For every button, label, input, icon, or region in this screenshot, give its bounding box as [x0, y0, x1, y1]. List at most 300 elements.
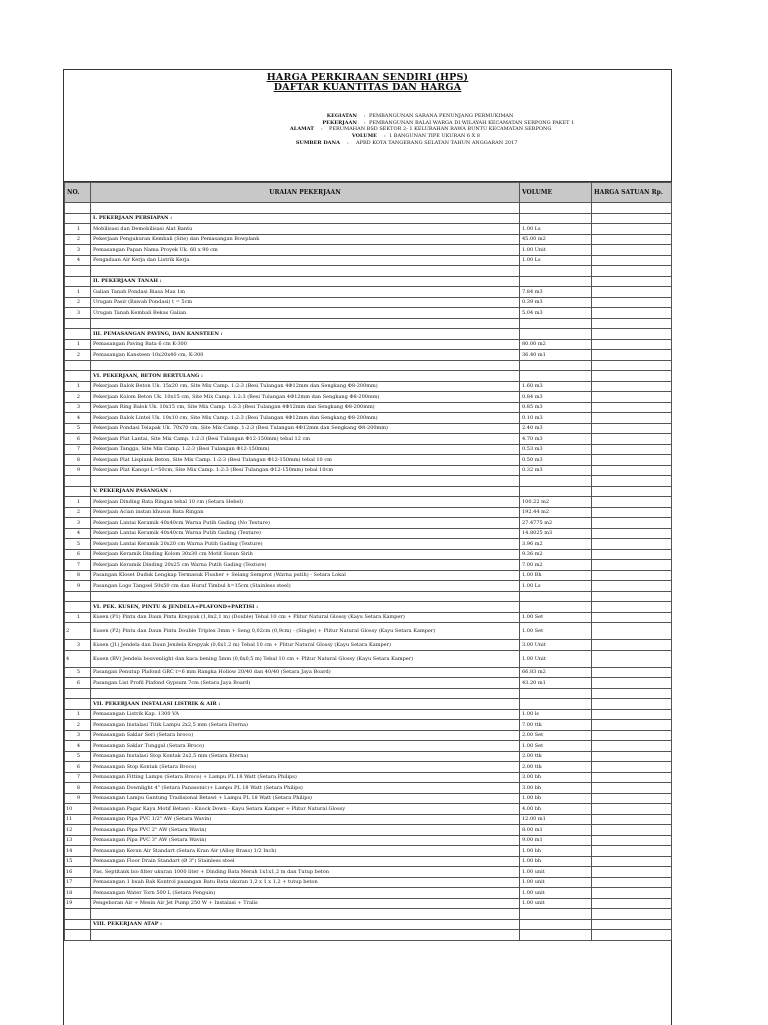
cell-harga-satuan[interactable]	[592, 213, 672, 224]
cell-no[interactable]: 6	[65, 762, 91, 773]
cell-volume[interactable]: 7.00 m2	[520, 560, 592, 571]
cell-harga-satuan[interactable]	[592, 444, 672, 455]
table-row	[65, 570, 672, 581]
cell-harga-satuan[interactable]	[592, 539, 672, 550]
info-colon: :	[347, 140, 349, 146]
cell-harga-satuan[interactable]	[592, 318, 672, 329]
cell-volume[interactable]	[520, 602, 592, 613]
cell-uraian[interactable]: Pemasangan Paving Bata 6 cm K-300	[91, 339, 520, 350]
cell-uraian[interactable]: Pemasangan Saklar Tunggal (Setara Broco)	[91, 741, 520, 752]
cell-no[interactable]: 11	[65, 814, 91, 825]
cell-no[interactable]: 7	[65, 772, 91, 783]
cell-no[interactable]: 8	[65, 570, 91, 581]
cell-harga-satuan[interactable]	[592, 266, 672, 277]
cell-uraian[interactable]: Pemasangan Instalasi Titik Lampu 2x2,5 mm (Setara Eterna)	[91, 720, 520, 731]
header-harga-satuan[interactable]: HARGA SATUAN Rp.	[592, 183, 672, 203]
cell-no[interactable]: 2	[65, 297, 91, 308]
cell-uraian[interactable]: Pemasangan Floor Drain Standart (Ø 3") Stainless steel	[91, 856, 520, 867]
cell-harga-satuan[interactable]	[592, 678, 672, 689]
cell-volume[interactable]: 43.20 m1	[520, 678, 592, 689]
cell-harga-satuan[interactable]	[592, 308, 672, 319]
cell-no[interactable]: 1	[65, 287, 91, 298]
cell-harga-satuan[interactable]	[592, 772, 672, 783]
cell-no[interactable]: 15	[65, 856, 91, 867]
cell-harga-satuan[interactable]	[592, 623, 672, 640]
table-row	[65, 423, 672, 434]
header-uraian[interactable]: URAIAN PEKERJAAN	[91, 183, 520, 203]
cell-harga-satuan[interactable]	[592, 741, 672, 752]
cell-volume[interactable]: 2.00 ttk	[520, 751, 592, 762]
cell-volume[interactable]: 1.00 bh	[520, 856, 592, 867]
header-volume[interactable]: VOLUME	[520, 183, 592, 203]
cell-no[interactable]	[65, 266, 91, 277]
cell-volume[interactable]: 0.85 m3	[520, 402, 592, 413]
cell-no[interactable]: 2	[65, 720, 91, 731]
cell-volume[interactable]: 14.8025 m3	[520, 528, 592, 539]
cell-volume[interactable]: 3.00 Unit	[520, 640, 592, 651]
cell-volume[interactable]: 0.84 m3	[520, 392, 592, 403]
table-row	[65, 762, 672, 773]
table-row	[65, 413, 672, 424]
cell-harga-satuan[interactable]	[592, 804, 672, 815]
cell-no[interactable]	[65, 930, 91, 941]
cell-harga-satuan[interactable]	[592, 392, 672, 403]
cell-harga-satuan[interactable]	[592, 720, 672, 731]
cell-harga-satuan[interactable]	[592, 465, 672, 476]
cell-harga-satuan[interactable]	[592, 783, 672, 794]
cell-uraian[interactable]: Pekerjaan Kolom Beton Uk. 10x15 cm, Site Mix Camp. 1:2:3 (Besi Tulangan 4Φ12mm dan Sengkang Φ8-200mm)	[91, 392, 520, 403]
cell-harga-satuan[interactable]	[592, 402, 672, 413]
cell-uraian[interactable]: Pemasangan Saklar Seri (Setara broco)	[91, 730, 520, 741]
cell-no[interactable]: 19	[65, 898, 91, 909]
cell-uraian[interactable]: Pengeboran Air + Mesin Air Jet Pump 250 W + Instalasi + Tralis	[91, 898, 520, 909]
cell-no[interactable]: 6	[65, 549, 91, 560]
cell-no[interactable]: 1	[65, 497, 91, 508]
cell-harga-satuan[interactable]	[592, 856, 672, 867]
cell-uraian[interactable]	[91, 203, 520, 214]
section-title[interactable]: III. PEMASANGAN PAVING, DAN KANSTEEN :	[91, 329, 520, 340]
cell-harga-satuan[interactable]	[592, 762, 672, 773]
cell-harga-satuan[interactable]	[592, 650, 672, 667]
cell-uraian[interactable]: Pekerjaan Lantai Keramik 20x20 cm Warna Putih Gading (Texture)	[91, 539, 520, 550]
section-title[interactable]: VI. PEK. KUSEN, PINTU & JENDELA+PLAFOND+PARTISI :	[91, 602, 520, 613]
cell-uraian[interactable]: Pemasangan 1 buah Bak Kontrol pasangan Batu Bata ukuran 1,2 x 1 x 1,2 + tutup beton	[91, 877, 520, 888]
cell-harga-satuan[interactable]	[592, 371, 672, 382]
cell-volume[interactable]: 45.00 m2	[520, 234, 592, 245]
cell-uraian[interactable]: Pekerjaan Acian instan khusus Bata Ringan	[91, 507, 520, 518]
cell-uraian[interactable]: Pemasangan Kansteen 10x20x40 cm, K-300	[91, 350, 520, 361]
cell-volume[interactable]: 1.00 Set	[520, 612, 592, 623]
cell-volume[interactable]	[520, 371, 592, 382]
cell-uraian[interactable]	[91, 909, 520, 920]
cell-uraian[interactable]: Pemasangan Lampu Gantung Tradisional Betawi + Lampu PL 18 Watt (Setara Philips)	[91, 793, 520, 804]
cell-uraian[interactable]: Pekerjaan Balok Beton Uk. 15x20 cm, Site Mix Camp. 1:2:3 (Besi Tulangan 4Φ12mm dan Sengkang Φ8-200mm)	[91, 381, 520, 392]
cell-volume[interactable]: 9.36 m2	[520, 549, 592, 560]
cell-volume[interactable]	[520, 476, 592, 487]
section-title[interactable]: VI. PEKERJAAN, BETON BERTULANG :	[91, 371, 520, 382]
cell-uraian[interactable]: Pekerjaan Balok Lintel Uk. 10x10 cm, Site Mix Camp. 1:2:3 (Besi Tulangan 4Φ12mm dan Sengkang Φ8-200mm)	[91, 413, 520, 424]
cell-no[interactable]	[65, 909, 91, 920]
cell-harga-satuan[interactable]	[592, 360, 672, 371]
cell-volume[interactable]	[520, 329, 592, 340]
cell-volume[interactable]: 1.00 Unit	[520, 650, 592, 667]
cell-no[interactable]: 5	[65, 539, 91, 550]
cell-harga-satuan[interactable]	[592, 476, 672, 487]
cell-volume[interactable]	[520, 486, 592, 497]
cell-no[interactable]: 13	[65, 835, 91, 846]
cell-no[interactable]: 5	[65, 751, 91, 762]
cell-volume[interactable]: 2.40 m3	[520, 423, 592, 434]
cell-volume[interactable]	[520, 688, 592, 699]
cell-no[interactable]: 1	[65, 612, 91, 623]
cell-no[interactable]: 1	[65, 339, 91, 350]
cell-uraian[interactable]: Pemasangan Listrik Kap. 1300 VA	[91, 709, 520, 720]
cell-uraian[interactable]: Pemasangan Pipa PVC 2" AW (Setara Wavin)	[91, 825, 520, 836]
cell-harga-satuan[interactable]	[592, 835, 672, 846]
cell-volume[interactable]	[520, 276, 592, 287]
table-row	[65, 234, 672, 245]
cell-uraian[interactable]: Pekerjaan Dinding Bata Ringan tebal 10 cm (Setara Hebel)	[91, 497, 520, 508]
cell-harga-satuan[interactable]	[592, 867, 672, 878]
cell-volume[interactable]: 0.50 m3	[520, 455, 592, 466]
cell-no[interactable]: 16	[65, 867, 91, 878]
cell-harga-satuan[interactable]	[592, 486, 672, 497]
cell-volume[interactable]: 3.00 bh	[520, 783, 592, 794]
cell-harga-satuan[interactable]	[592, 518, 672, 529]
cell-volume[interactable]: 3.96 m2	[520, 539, 592, 550]
cell-uraian[interactable]: Pengadaan Air Kerja dan Listrik Kerja	[91, 255, 520, 266]
cell-uraian[interactable]: Pekerjaan Keramik Dinding Kolom 30x30 cm Motif Susun Sirih	[91, 549, 520, 560]
cell-uraian[interactable]: Pekerjaan Pengukuran Kembali (Site) dan Pemasangan Bowplank	[91, 234, 520, 245]
cell-no[interactable]: 3	[65, 730, 91, 741]
cell-no[interactable]	[65, 688, 91, 699]
cell-uraian[interactable]: Pas. Septitank bio filter ukuran 1000 liter + Dinding Bata Merah 1x1x1,2 m dan Tutup beton	[91, 867, 520, 878]
cell-uraian[interactable]: Pekerjaan Ring Balok Uk. 10x15 cm, Site Mix Camp. 1:2:3 (Besi Tulangan 4Φ12mm dan Sengkang Φ8-200mm)	[91, 402, 520, 413]
cell-harga-satuan[interactable]	[592, 297, 672, 308]
cell-no[interactable]: 5	[65, 667, 91, 678]
cell-harga-satuan[interactable]	[592, 245, 672, 256]
cell-harga-satuan[interactable]	[592, 730, 672, 741]
cell-volume[interactable]	[520, 909, 592, 920]
cell-no[interactable]	[65, 486, 91, 497]
cell-no[interactable]	[65, 203, 91, 214]
cell-volume[interactable]	[520, 360, 592, 371]
cell-harga-satuan[interactable]	[592, 224, 672, 235]
cell-no[interactable]	[65, 602, 91, 613]
cell-harga-satuan[interactable]	[592, 667, 672, 678]
cell-no[interactable]: 8	[65, 455, 91, 466]
cell-harga-satuan[interactable]	[592, 888, 672, 899]
cell-no[interactable]: 18	[65, 888, 91, 899]
cell-uraian[interactable]: Pekerjaan Lantai Keramik 40x40cm Warna Putih Gading (No Texture)	[91, 518, 520, 529]
cell-uraian[interactable]: Kusen (BV) Jendela bouvenlight dan kaca bening 5mm (0,6x0,5 m) Tebal 10 cm + Plitur Natural Glossy (Kayu Setara Kamper)	[91, 650, 520, 667]
cell-harga-satuan[interactable]	[592, 793, 672, 804]
cell-harga-satuan[interactable]	[592, 528, 672, 539]
cell-no[interactable]	[65, 919, 91, 930]
cell-uraian[interactable]: Pemasangan Fitting Lampu (Setara Broco) + Lampu PL 18 Watt (Setara Philips)	[91, 772, 520, 783]
table-row	[65, 751, 672, 762]
cell-harga-satuan[interactable]	[592, 699, 672, 710]
table-row	[65, 856, 672, 867]
cell-no[interactable]	[65, 213, 91, 224]
cell-no[interactable]	[65, 476, 91, 487]
cell-no[interactable]: 1	[65, 381, 91, 392]
cell-harga-satuan[interactable]	[592, 709, 672, 720]
cell-no[interactable]	[65, 329, 91, 340]
cell-no[interactable]: 17	[65, 877, 91, 888]
cell-volume[interactable]: 0.10 m3	[520, 413, 592, 424]
table-row	[65, 720, 672, 731]
table-row	[65, 877, 672, 888]
section-title[interactable]: II. PEKERJAAN TANAH :	[91, 276, 520, 287]
cell-volume[interactable]: 1.00 unit	[520, 898, 592, 909]
cell-volume[interactable]: 4.70 m3	[520, 434, 592, 445]
cell-harga-satuan[interactable]	[592, 825, 672, 836]
cell-no[interactable]: 9	[65, 793, 91, 804]
cell-volume[interactable]: 8.00 m1	[520, 825, 592, 836]
cell-no[interactable]: 14	[65, 846, 91, 857]
cell-no[interactable]: 12	[65, 825, 91, 836]
cell-volume[interactable]: 66.83 m2	[520, 667, 592, 678]
header-no[interactable]: NO.	[65, 183, 91, 203]
table-row-blank	[65, 476, 672, 487]
cell-volume[interactable]	[520, 919, 592, 930]
table-row	[65, 581, 672, 592]
cell-uraian[interactable]	[91, 266, 520, 277]
cell-uraian[interactable]	[91, 360, 520, 371]
cell-no[interactable]: 4	[65, 650, 91, 667]
cell-no[interactable]: 3	[65, 402, 91, 413]
cell-harga-satuan[interactable]	[592, 455, 672, 466]
cell-harga-satuan[interactable]	[592, 507, 672, 518]
cell-uraian[interactable]: Pasangan Penutup Plafond GRC t=6 mm Rangka Hollow 20/40 dan 40/40 (Setara Jaya Board)	[91, 667, 520, 678]
cell-harga-satuan[interactable]	[592, 640, 672, 651]
cell-no[interactable]	[65, 318, 91, 329]
cell-harga-satuan[interactable]	[592, 909, 672, 920]
cell-no[interactable]: 7	[65, 560, 91, 571]
cell-no[interactable]: 10	[65, 804, 91, 815]
cell-volume[interactable]: 4.00 bh	[520, 804, 592, 815]
cell-no[interactable]: 8	[65, 783, 91, 794]
cell-volume[interactable]: 1.00 Ls	[520, 581, 592, 592]
cell-no[interactable]: 3	[65, 308, 91, 319]
cell-no[interactable]: 9	[65, 581, 91, 592]
section-title[interactable]: VII. PEKERJAAN INSTALASI LISTRIK & AIR :	[91, 699, 520, 710]
cell-uraian[interactable]	[91, 476, 520, 487]
cell-harga-satuan[interactable]	[592, 549, 672, 560]
cell-volume[interactable]: 7.84 m3	[520, 287, 592, 298]
cell-harga-satuan[interactable]	[592, 423, 672, 434]
cell-harga-satuan[interactable]	[592, 329, 672, 340]
cell-harga-satuan[interactable]	[592, 919, 672, 930]
cell-no[interactable]: 1	[65, 709, 91, 720]
info-colon: :	[384, 133, 386, 139]
cell-volume[interactable]: 1.00 Ls	[520, 224, 592, 235]
cell-uraian[interactable]: Urugan Tanah Kembali Bekas Galian	[91, 308, 520, 319]
cell-uraian[interactable]: Pemasangan Pagar Kayu Motif Betawi - Knock Down - Kayu Setara Kamper + Plitur Natural Glossy	[91, 804, 520, 815]
cell-volume[interactable]: 1.00 unit	[520, 867, 592, 878]
cell-volume[interactable]: 1.00 Set	[520, 623, 592, 640]
cell-uraian[interactable]: Pemasangan Papan Nama Proyek Uk. 60 x 90 cm	[91, 245, 520, 256]
cell-no[interactable]: 4	[65, 255, 91, 266]
cell-volume[interactable]: 36.40 m1	[520, 350, 592, 361]
cell-uraian[interactable]: Pekerjaan Plat Lisplank Beton, Site Mix Camp. 1:2:3 (Besi Tulangan Φ12-150mm) tebal 10 cm	[91, 455, 520, 466]
cell-uraian[interactable]: Pasangan Kloset Duduk Lengkap Termasuk Flusher + Selang Semprot (Warna putih) - Setara Lokal	[91, 570, 520, 581]
cell-uraian[interactable]: Pasangan List Profil Plafond Gypsum 7cm (Setara Jaya Board)	[91, 678, 520, 689]
cell-no[interactable]: 3	[65, 245, 91, 256]
cell-harga-satuan[interactable]	[592, 560, 672, 571]
section-title[interactable]: VIII. PEKERJAAN ATAP :	[91, 919, 520, 930]
cell-no[interactable]: 4	[65, 741, 91, 752]
cell-no[interactable]: 6	[65, 678, 91, 689]
section-title[interactable]: I. PEKERJAAN PERSIAPAN :	[91, 213, 520, 224]
cell-uraian[interactable]: Mobilisasi dan Demobilisasi Alat Bantu	[91, 224, 520, 235]
cell-no[interactable]	[65, 360, 91, 371]
cell-uraian[interactable]: Pemasangan Water Torn 500 L (Setara Penguin)	[91, 888, 520, 899]
cell-harga-satuan[interactable]	[592, 381, 672, 392]
cell-volume[interactable]	[520, 318, 592, 329]
cell-no[interactable]: 2	[65, 507, 91, 518]
cell-harga-satuan[interactable]	[592, 497, 672, 508]
cell-volume[interactable]	[520, 213, 592, 224]
cell-volume[interactable]: 1.00 bh	[520, 793, 592, 804]
cell-harga-satuan[interactable]	[592, 814, 672, 825]
cell-no[interactable]	[65, 591, 91, 602]
cell-volume[interactable]: 1.00 Unit	[520, 245, 592, 256]
title-line-1: HARGA PERKIRAAN SENDIRI (HPS)	[266, 72, 469, 83]
cell-no[interactable]: 2	[65, 234, 91, 245]
cell-harga-satuan[interactable]	[592, 898, 672, 909]
cell-uraian[interactable]: Kusen (J1) Jendela dan Daun Jendela Krepyak (0,6x1,2 m) Tebal 10 cm + Plitur Natural Glossy (Kayu Setara Kamper)	[91, 640, 520, 651]
cell-no[interactable]	[65, 276, 91, 287]
cell-uraian[interactable]: Pemasangan Keran Air Standart (Setara Kran Air (Alloy Brass) 1/2 Inch)	[91, 846, 520, 857]
cell-volume[interactable]: 2.00 ttk	[520, 762, 592, 773]
cell-volume[interactable]: 27.4775 m2	[520, 518, 592, 529]
cell-no[interactable]	[65, 371, 91, 382]
cell-volume[interactable]	[520, 591, 592, 602]
cell-harga-satuan[interactable]	[592, 203, 672, 214]
cell-volume[interactable]	[520, 266, 592, 277]
section-title[interactable]: V. PEKERJAAN PASANGAN :	[91, 486, 520, 497]
cell-harga-satuan[interactable]	[592, 846, 672, 857]
cell-uraian[interactable]: Pasangan Logo Tangsel 50x50 cm dan Huruf Timbul h=15cm (Stainless steel)	[91, 581, 520, 592]
cell-harga-satuan[interactable]	[592, 581, 672, 592]
cell-volume[interactable]	[520, 203, 592, 214]
cell-volume[interactable]: 1.00 Set	[520, 741, 592, 752]
cell-uraian[interactable]: Galian Tanah Pondasi Biasa Max 1m	[91, 287, 520, 298]
cell-uraian[interactable]: Pemasangan Pipa PVC 3" AW (Setara Wavin)	[91, 835, 520, 846]
cell-harga-satuan[interactable]	[592, 877, 672, 888]
title-line-2: DAFTAR KUANTITAS DAN HARGA	[273, 82, 462, 93]
cell-uraian[interactable]: Pekerjaan Tangga, Site Mix Camp. 1:2:3 (Besi Tulangan Φ12-150mm)	[91, 444, 520, 455]
cell-harga-satuan[interactable]	[592, 602, 672, 613]
cell-volume[interactable]: 1.00 unit	[520, 877, 592, 888]
cell-no[interactable]: 3	[65, 518, 91, 529]
cell-volume[interactable]: 2.00 Set	[520, 730, 592, 741]
cell-uraian[interactable]	[91, 930, 520, 941]
cell-volume[interactable]: 1.00 unit	[520, 888, 592, 899]
cell-harga-satuan[interactable]	[592, 751, 672, 762]
cell-volume[interactable]: 1.00 ls	[520, 709, 592, 720]
cell-volume[interactable]: 9.00 m1	[520, 835, 592, 846]
cell-volume[interactable]	[520, 930, 592, 941]
cell-uraian[interactable]: Urugan Pasir (Bawah Pondasi) t = 5cm	[91, 297, 520, 308]
cell-uraian[interactable]: Pemasangan Instalasi Stop Kontak 2x2,5 mm (Setara Eterna)	[91, 751, 520, 762]
cell-no[interactable]: 6	[65, 434, 91, 445]
cell-no[interactable]: 5	[65, 423, 91, 434]
cell-no[interactable]	[65, 699, 91, 710]
cell-harga-satuan[interactable]	[592, 255, 672, 266]
cell-harga-satuan[interactable]	[592, 570, 672, 581]
cell-harga-satuan[interactable]	[592, 591, 672, 602]
cell-volume[interactable]: 192.44 m2	[520, 507, 592, 518]
cell-uraian[interactable]: Pekerjaan Plat Lantai, Site Mix Camp. 1:2:3 (Besi Tulangan Φ12-150mm) tebal 12 cm	[91, 434, 520, 445]
cell-uraian[interactable]: Pekerjaan Keramik Dinding 20x25 cm Warna Putih Gading (Texture)	[91, 560, 520, 571]
cell-uraian[interactable]	[91, 591, 520, 602]
cell-harga-satuan[interactable]	[592, 234, 672, 245]
cell-no[interactable]: 2	[65, 623, 91, 640]
cell-uraian[interactable]	[91, 318, 520, 329]
cell-uraian[interactable]: Pekerjaan Lantai Keramik 40x40cm Warna Putih Gading (Texture)	[91, 528, 520, 539]
cell-volume[interactable]: 1.60 m3	[520, 381, 592, 392]
cell-no[interactable]: 9	[65, 465, 91, 476]
info-value: PERUMAHAN BSD SEKTOR 2- 1 KELURAHAN RAWA BUNTU KECAMATAN SERPONG	[329, 126, 552, 132]
cell-harga-satuan[interactable]	[592, 276, 672, 287]
table-row	[65, 381, 672, 392]
cell-harga-satuan[interactable]	[592, 688, 672, 699]
cell-volume[interactable]: 7.00 ttk	[520, 720, 592, 731]
cell-uraian[interactable]	[91, 688, 520, 699]
cell-no[interactable]: 2	[65, 392, 91, 403]
cell-uraian[interactable]: Pemasangan Downlight 4" (Setara Panasonic)+ Lampu PL 18 Watt (Setara Philips)	[91, 783, 520, 794]
cell-volume[interactable]: 100.22 m2	[520, 497, 592, 508]
cell-volume[interactable]: 80.00 m2	[520, 339, 592, 350]
info-value: APBD KOTA TANGERANG SELATAN TAHUN ANGGARAN 2017	[356, 140, 518, 146]
cell-volume[interactable]: 1.00 Bh	[520, 570, 592, 581]
cell-volume[interactable]: 0.32 m3	[520, 465, 592, 476]
cell-uraian[interactable]: Pemasangan Stop Kontak (Setara Broco)	[91, 762, 520, 773]
cell-no[interactable]: 3	[65, 640, 91, 651]
cell-uraian[interactable]: Pemasangan Pipa PVC 1/2" AW (Setara Wavin)	[91, 814, 520, 825]
cell-harga-satuan[interactable]	[592, 350, 672, 361]
cell-volume[interactable]: 0.53 m3	[520, 444, 592, 455]
table-row-section	[65, 329, 672, 340]
cell-uraian[interactable]: Pekerjaan Plat Kanopi L=50cm, Site Mix Camp. 1:2:3 (Besi Tulangan Φ12-150mm) tebal 10cm	[91, 465, 520, 476]
cell-volume[interactable]: 5.04 m3	[520, 308, 592, 319]
cell-harga-satuan[interactable]	[592, 413, 672, 424]
cell-volume[interactable]: 1.00 bh	[520, 846, 592, 857]
cell-no[interactable]: 2	[65, 350, 91, 361]
cell-harga-satuan[interactable]	[592, 287, 672, 298]
cell-harga-satuan[interactable]	[592, 612, 672, 623]
cell-no[interactable]: 4	[65, 413, 91, 424]
cell-volume[interactable]: 3.00 bh	[520, 772, 592, 783]
cell-uraian[interactable]: Kusen (P2) Pintu dan Daun Pintu Double Triplex 3mm + Seng 0,02cm (0,9cm) - (Single) + Plitur Natural Glossy (Kayu Setara Kamper)	[91, 623, 520, 640]
cell-harga-satuan[interactable]	[592, 434, 672, 445]
cell-no[interactable]: 1	[65, 224, 91, 235]
table-row	[65, 350, 672, 361]
cell-uraian[interactable]: Pekerjaan Pondasi Telapak Uk. 70x70 cm, Site Mix Camp. 1:2:3 (Besi Tulangan 4Φ12mm dan Sengkang Φ8-200mm)	[91, 423, 520, 434]
cell-no[interactable]: 4	[65, 528, 91, 539]
cell-volume[interactable]: 12.00 m1	[520, 814, 592, 825]
cell-volume[interactable]	[520, 699, 592, 710]
cell-harga-satuan[interactable]	[592, 339, 672, 350]
cell-volume[interactable]: 1.00 Ls	[520, 255, 592, 266]
cell-uraian[interactable]: Kusen (P1) Pintu dan Daun Pintu Krepyak (1,8x2,1 m) (Double) Tebal 10 cm + Plitur Natural Glossy (Kayu Setara Kamper)	[91, 612, 520, 623]
cell-volume[interactable]: 0.39 m3	[520, 297, 592, 308]
cell-harga-satuan[interactable]	[592, 930, 672, 941]
cell-no[interactable]: 7	[65, 444, 91, 455]
